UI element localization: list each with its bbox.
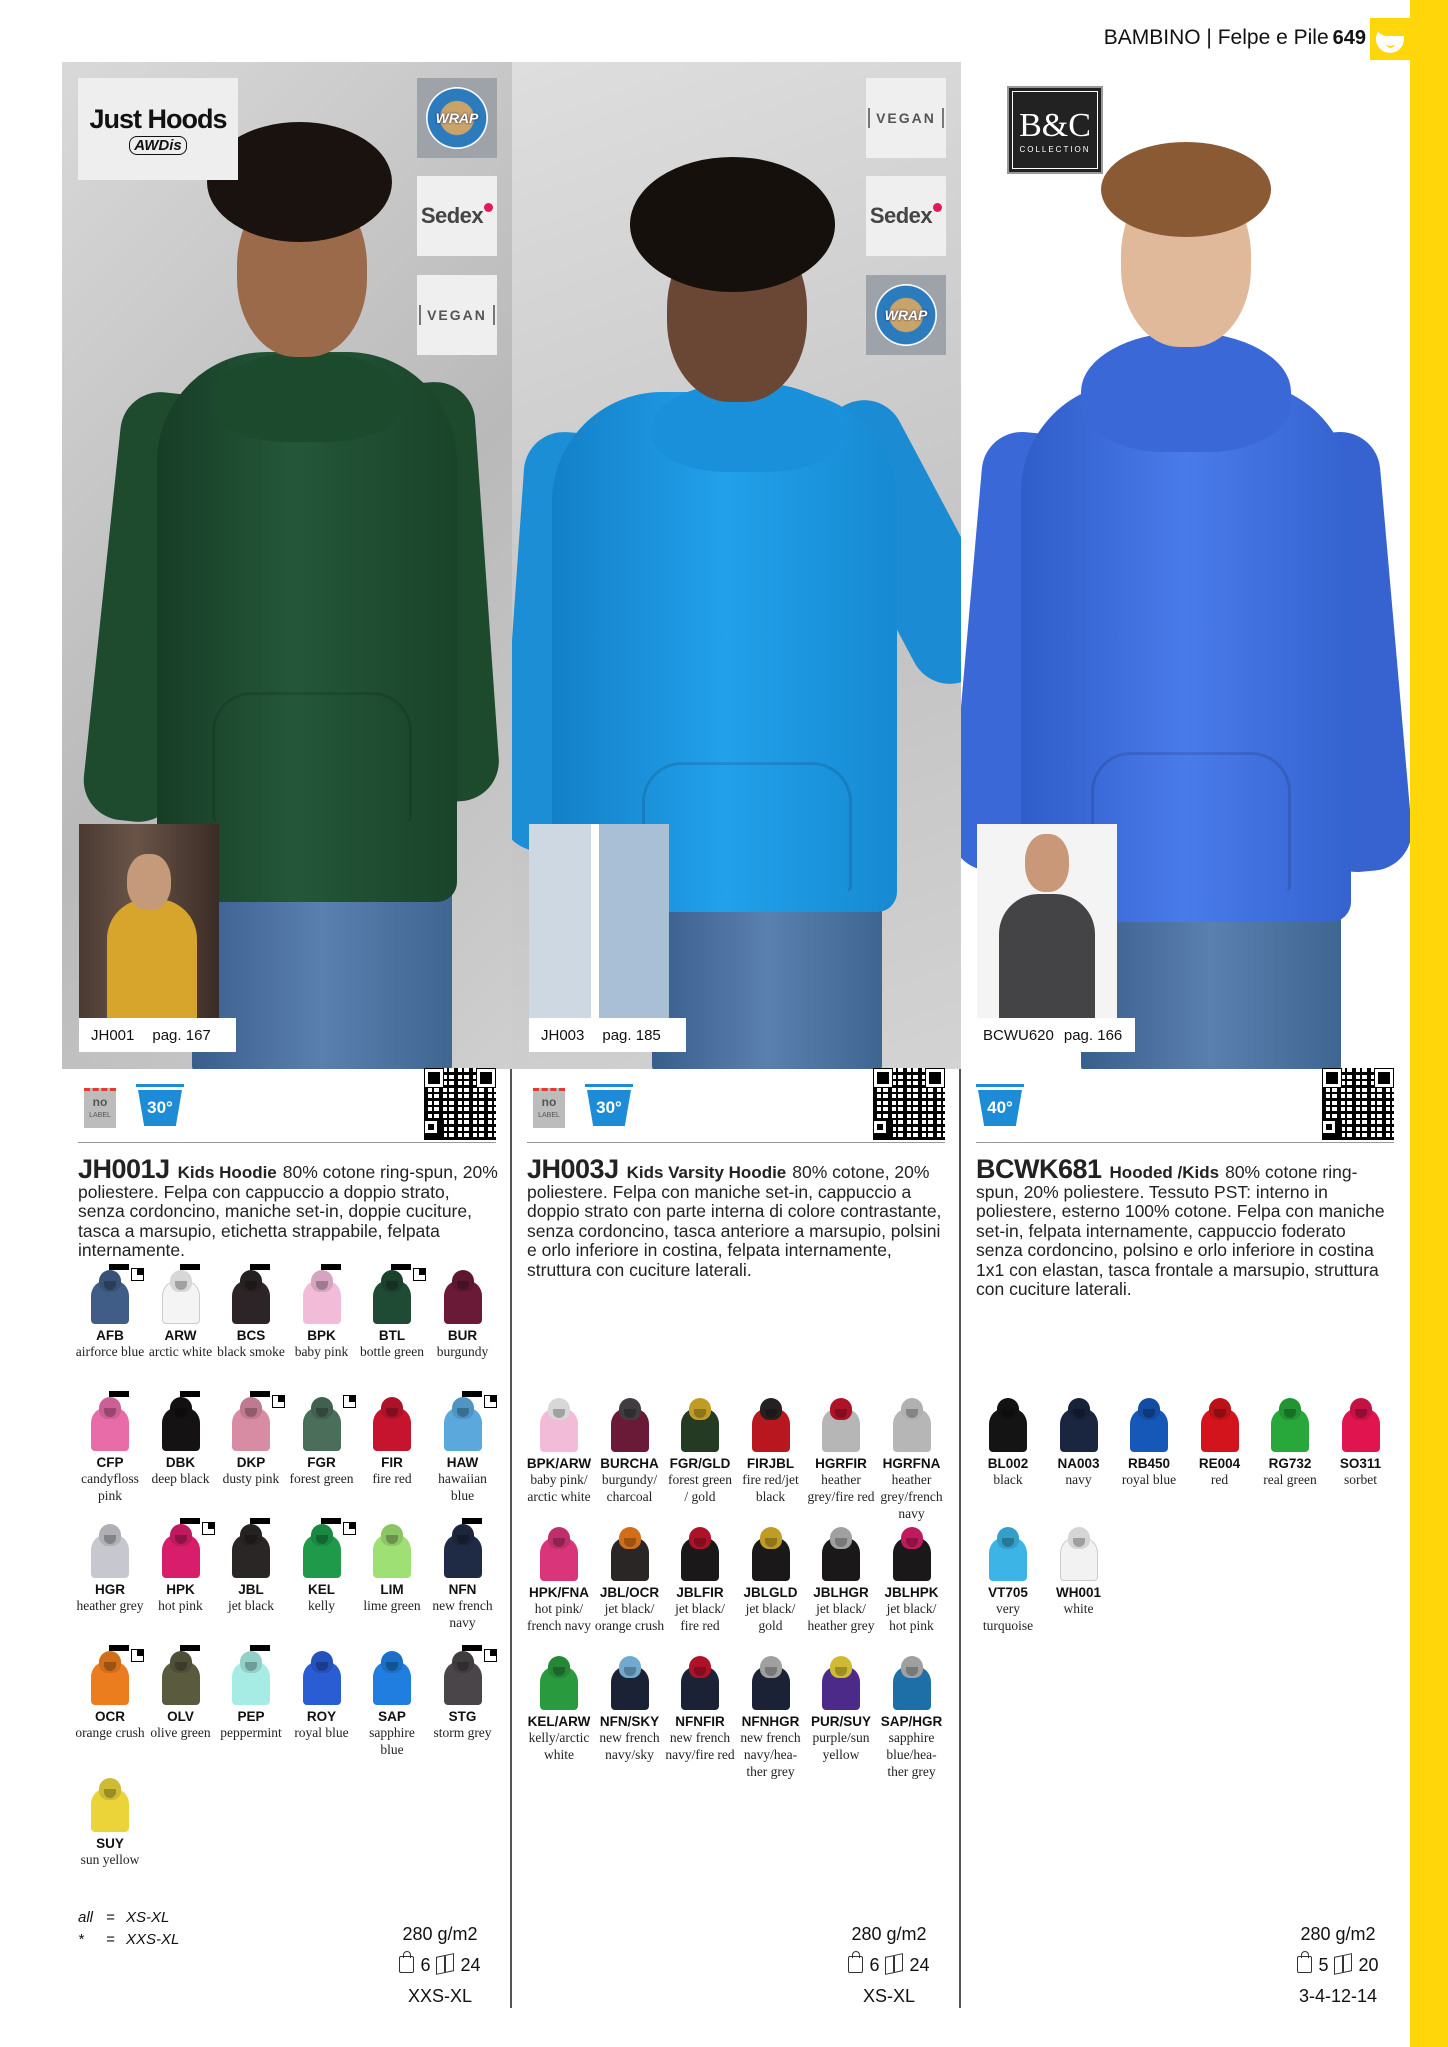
qr-code[interactable] xyxy=(424,1068,496,1140)
color-swatch[interactable] xyxy=(146,1270,216,1360)
swatch-code: BPK/ARW xyxy=(526,1456,592,1471)
swatch-color-name: olive green xyxy=(150,1725,211,1740)
swatch-code: SO311 xyxy=(1339,1456,1382,1471)
swatch-code: PEP xyxy=(237,1709,265,1724)
swatch-code: NA003 xyxy=(1057,1456,1100,1471)
swatch-color-name: sapphire blue/hea- ther grey xyxy=(886,1730,937,1779)
color-swatch[interactable] xyxy=(287,1524,357,1614)
swatch-code: STG xyxy=(448,1709,477,1724)
swatch-code: HPK/FNA xyxy=(529,1585,589,1600)
swatch-color-name: heather grey/fire red xyxy=(807,1472,875,1504)
no-label-icon: no LABEL xyxy=(533,1088,565,1128)
qr-code[interactable] xyxy=(1322,1068,1394,1140)
sedex-logo: Sedex xyxy=(866,176,946,256)
size-range: 3-4-12-14 xyxy=(1298,1986,1378,2006)
color-swatch[interactable] xyxy=(736,1398,806,1505)
swatch-color-name: jet black xyxy=(227,1598,275,1613)
swatch-code: RE004 xyxy=(1198,1456,1241,1471)
color-swatch[interactable] xyxy=(1044,1398,1114,1488)
swatch-code: WH001 xyxy=(1055,1585,1101,1600)
hoodie-swatch-icon xyxy=(158,1397,204,1451)
hoodie-swatch-icon xyxy=(607,1398,653,1452)
wrap-certification-icon: WRAP xyxy=(417,78,497,158)
hoodie-swatch-icon xyxy=(158,1524,204,1578)
marker-icon xyxy=(321,1264,341,1270)
vegan-certification-icon: VEGAN xyxy=(866,78,946,158)
hoodie-swatch-icon xyxy=(228,1270,274,1324)
swatch-code: SAP xyxy=(378,1709,406,1724)
swatch-code: ARW xyxy=(164,1328,197,1343)
color-swatch[interactable] xyxy=(428,1397,498,1504)
size-marker-icon xyxy=(131,1649,144,1662)
hoodie-swatch-icon xyxy=(985,1398,1031,1452)
hoodie-swatch-icon xyxy=(369,1651,415,1705)
marker-icon xyxy=(109,1391,129,1397)
marker-icon xyxy=(180,1391,200,1397)
swatch-color-name: jet black/ fire red xyxy=(675,1601,725,1633)
size-marker-icon xyxy=(131,1268,144,1281)
hoodie-swatch-icon xyxy=(889,1527,935,1581)
color-swatch[interactable] xyxy=(428,1270,498,1360)
swatch-color-name: sorbet xyxy=(1344,1472,1377,1487)
section-rule xyxy=(976,1142,1394,1143)
hoodie-swatch-icon xyxy=(536,1398,582,1452)
color-swatch[interactable] xyxy=(1326,1398,1396,1488)
hoodie-swatch-icon xyxy=(87,1397,133,1451)
hoodie-swatch-icon xyxy=(369,1524,415,1578)
color-swatch[interactable] xyxy=(973,1398,1043,1488)
hoodie-swatch-icon xyxy=(818,1656,864,1710)
color-swatch[interactable] xyxy=(736,1527,806,1634)
color-swatch[interactable] xyxy=(1044,1527,1114,1617)
page-number: 649 xyxy=(1332,27,1366,49)
swatch-code: DKP xyxy=(236,1455,266,1470)
swatch-code: BL002 xyxy=(987,1456,1029,1471)
hoodie-swatch-icon xyxy=(299,1397,345,1451)
vegan-certification-icon: VEGAN xyxy=(417,275,497,355)
swatch-code: OCR xyxy=(95,1709,125,1724)
swatch-color-name: white xyxy=(1063,1601,1094,1616)
swatch-color-name: fire red xyxy=(372,1471,412,1486)
inset-photo-jh003 xyxy=(529,824,669,1029)
swatch-color-name: arctic white xyxy=(148,1344,213,1359)
bag-icon xyxy=(848,1956,863,1973)
hoodie-swatch-icon xyxy=(889,1398,935,1452)
color-swatch[interactable] xyxy=(428,1651,498,1741)
swatch-color-name: lime green xyxy=(363,1598,421,1613)
swatch-color-name: fire red/jet black xyxy=(742,1472,799,1504)
color-swatch[interactable] xyxy=(287,1651,357,1741)
box-icon xyxy=(1334,1953,1352,1975)
swatch-code: BCS xyxy=(236,1328,266,1343)
swatch-code: HAW xyxy=(446,1455,479,1470)
marker-icon xyxy=(321,1518,341,1524)
color-swatch[interactable] xyxy=(75,1397,145,1504)
hoodie-swatch-icon xyxy=(677,1398,723,1452)
hoodie-swatch-icon xyxy=(87,1651,133,1705)
spec-block-jh003j: 280 g/m2 6 24 XS-XL xyxy=(814,1919,964,2012)
swatch-color-name: forest green xyxy=(289,1471,354,1486)
swatch-color-name: bottle green xyxy=(359,1344,425,1359)
color-swatch[interactable] xyxy=(75,1778,145,1868)
color-swatch[interactable] xyxy=(806,1398,876,1505)
swatch-color-name: baby pink xyxy=(294,1344,349,1359)
swatch-color-name: new french navy/hea- ther grey xyxy=(740,1730,801,1779)
swatch-color-name: storm grey xyxy=(433,1725,492,1740)
spec-block-bcwk681: 280 g/m2 5 20 3-4-12-14 xyxy=(1263,1919,1413,2012)
color-swatch[interactable] xyxy=(216,1651,286,1741)
color-swatch[interactable] xyxy=(357,1270,427,1360)
color-swatch[interactable] xyxy=(357,1651,427,1758)
hoodie-swatch-icon xyxy=(440,1524,486,1578)
inset-caption-jh003: JH003 pag. 185 xyxy=(529,1018,686,1052)
color-swatch[interactable] xyxy=(1255,1398,1325,1488)
swatch-code: BTL xyxy=(378,1328,406,1343)
color-swatch[interactable] xyxy=(75,1524,145,1614)
swatch-code: HGRFNA xyxy=(882,1456,941,1471)
hoodie-swatch-icon xyxy=(87,1270,133,1324)
color-swatch[interactable] xyxy=(524,1527,594,1634)
swatch-code: HGR xyxy=(95,1582,125,1597)
color-swatch[interactable] xyxy=(428,1524,498,1631)
hoodie-swatch-icon xyxy=(1338,1398,1384,1452)
swatch-color-name: orange crush xyxy=(75,1725,145,1740)
swatch-color-name: real green xyxy=(1263,1472,1317,1487)
section-rule xyxy=(527,1142,945,1143)
hoodie-swatch-icon xyxy=(158,1270,204,1324)
wash-40-icon: 40° xyxy=(976,1080,1024,1128)
hoodie-swatch-icon xyxy=(369,1397,415,1451)
sedex-logo: Sedex xyxy=(417,176,497,256)
size-marker-icon xyxy=(484,1395,497,1408)
kid-face-icon xyxy=(1370,18,1410,60)
size-marker-icon xyxy=(343,1522,356,1535)
swatch-code: JBL/OCR xyxy=(599,1585,660,1600)
hoodie-swatch-icon xyxy=(1126,1398,1172,1452)
hoodie-swatch-icon xyxy=(1056,1527,1102,1581)
color-swatch[interactable] xyxy=(75,1651,145,1741)
color-swatch[interactable] xyxy=(357,1524,427,1614)
swatch-code: KEL/ARW xyxy=(527,1714,591,1729)
color-swatch[interactable] xyxy=(357,1397,427,1487)
color-swatch[interactable] xyxy=(665,1656,735,1763)
fabric-weight: 280 g/m2 xyxy=(851,1924,927,1944)
swatch-code: JBLHPK xyxy=(884,1585,939,1600)
wrap-certification-icon: WRAP xyxy=(866,275,946,355)
hoodie-swatch-icon xyxy=(818,1527,864,1581)
swatch-code: FIRJBL xyxy=(746,1456,795,1471)
swatch-color-name: peppermint xyxy=(220,1725,282,1740)
color-swatch[interactable] xyxy=(287,1270,357,1360)
color-swatch[interactable] xyxy=(736,1656,806,1780)
marker-icon xyxy=(250,1264,270,1270)
marker-icon xyxy=(250,1391,270,1397)
color-swatch[interactable] xyxy=(595,1656,665,1763)
swatch-code: BUR xyxy=(447,1328,478,1343)
swatch-code: NFN/SKY xyxy=(599,1714,660,1729)
swatch-color-name: new french navy/fire red xyxy=(665,1730,735,1762)
hoodie-swatch-icon xyxy=(536,1656,582,1710)
swatch-code: FGR xyxy=(307,1455,336,1470)
hoodie-swatch-icon xyxy=(607,1527,653,1581)
size-range: XS-XL xyxy=(862,1986,916,2006)
qr-code[interactable] xyxy=(873,1068,945,1140)
wash-30-icon: 30° xyxy=(136,1080,184,1128)
swatch-color-name: baby pink/ arctic white xyxy=(527,1472,591,1504)
color-swatch[interactable] xyxy=(806,1656,876,1763)
yellow-side-band xyxy=(1410,0,1448,2047)
swatch-code: BURCHA xyxy=(600,1456,659,1471)
marker-icon xyxy=(250,1518,270,1524)
color-swatch[interactable] xyxy=(216,1270,286,1360)
swatch-color-name: jet black/ heather grey xyxy=(807,1601,875,1633)
section-title: BAMBINO | Felpe e Pile xyxy=(1103,26,1329,49)
hoodie-swatch-icon xyxy=(1056,1398,1102,1452)
color-swatch[interactable] xyxy=(524,1398,594,1505)
color-swatch[interactable] xyxy=(146,1524,216,1614)
marker-icon xyxy=(180,1645,200,1651)
color-swatch[interactable] xyxy=(146,1397,216,1487)
marker-icon xyxy=(462,1645,482,1651)
swatch-code: SUY xyxy=(96,1836,124,1851)
hoodie-swatch-icon xyxy=(536,1527,582,1581)
swatch-color-name: sun yellow xyxy=(80,1852,140,1867)
swatch-color-name: navy xyxy=(1065,1472,1092,1487)
swatch-color-name: kelly xyxy=(308,1598,335,1613)
swatch-color-name: heather grey xyxy=(76,1598,144,1613)
color-swatch[interactable] xyxy=(665,1398,735,1505)
swatch-code: RG732 xyxy=(1268,1456,1312,1471)
swatch-color-name: burgundy/ charcoal xyxy=(601,1472,658,1504)
swatch-color-name: red xyxy=(1210,1472,1229,1487)
hoodie-swatch-icon xyxy=(677,1527,723,1581)
swatch-code: KEL xyxy=(308,1582,335,1597)
swatch-code: FIR xyxy=(381,1455,403,1470)
box-icon xyxy=(885,1953,903,1975)
swatch-code: AFB xyxy=(96,1328,124,1343)
hoodie-swatch-icon xyxy=(818,1398,864,1452)
product-description-bcwk681: BCWK681 Hooded /Kids 80% cotone ring-spun, 20% poliestere. Tessuto PST: interno in poliestere, esterno 100% cotone. Felpa con maniche set-in, felpata internamente, cappuccio foderato senza cordoncino, polsino e orlo inferiore in costina 1x1 con elastan, tasca frontale a marsupio, struttura con cuciture laterali. xyxy=(976,1154,1385,1299)
swatch-code: JBLFIR xyxy=(676,1585,724,1600)
color-swatch[interactable] xyxy=(877,1656,947,1780)
swatch-code: SAP/HGR xyxy=(880,1714,943,1729)
swatch-code: NFNFIR xyxy=(675,1714,725,1729)
color-swatch[interactable] xyxy=(216,1524,286,1614)
swatch-color-name: black xyxy=(993,1472,1023,1487)
swatch-color-name: royal blue xyxy=(294,1725,349,1740)
page-header xyxy=(1104,26,1366,50)
size-marker-icon xyxy=(272,1395,285,1408)
box-icon xyxy=(436,1953,454,1975)
hoodie-swatch-icon xyxy=(440,1397,486,1451)
product-photo-bcwk681 xyxy=(961,62,1410,1069)
swatch-code: JBL xyxy=(238,1582,264,1597)
swatch-color-name: airforce blue xyxy=(75,1344,145,1359)
product-photo-jh003j xyxy=(512,62,961,1069)
swatch-code: HPK xyxy=(166,1582,195,1597)
swatch-code: HGRFIR xyxy=(815,1456,867,1471)
size-marker-icon xyxy=(343,1395,356,1408)
color-swatch[interactable] xyxy=(216,1397,286,1487)
product-photo-jh001j xyxy=(62,62,512,1069)
swatch-code: VT705 xyxy=(988,1585,1028,1600)
marker-icon xyxy=(462,1391,482,1397)
inset-photo-jh001 xyxy=(79,824,219,1029)
color-swatch[interactable] xyxy=(595,1527,665,1634)
hoodie-swatch-icon xyxy=(607,1656,653,1710)
hoodie-swatch-icon xyxy=(158,1651,204,1705)
marker-icon xyxy=(180,1264,200,1270)
hoodie-swatch-icon xyxy=(677,1656,723,1710)
hoodie-swatch-icon xyxy=(440,1651,486,1705)
color-swatch[interactable] xyxy=(973,1527,1043,1634)
swatch-code: DBK xyxy=(165,1455,196,1470)
marker-icon xyxy=(180,1518,200,1524)
fabric-weight: 280 g/m2 xyxy=(402,1924,478,1944)
column-divider xyxy=(510,1069,512,2008)
bag-icon xyxy=(1297,1956,1312,1973)
color-swatch[interactable] xyxy=(524,1656,594,1763)
swatch-color-name: jet black/ hot pink xyxy=(886,1601,937,1633)
hoodie-swatch-icon xyxy=(1197,1398,1243,1452)
swatch-color-name: very turquoise xyxy=(982,1601,1034,1633)
color-swatch[interactable] xyxy=(146,1651,216,1741)
swatch-color-name: royal blue xyxy=(1121,1472,1177,1487)
marker-icon xyxy=(109,1264,129,1270)
swatch-color-name: black smoke xyxy=(217,1344,285,1359)
marker-icon xyxy=(250,1645,270,1651)
bag-icon xyxy=(399,1956,414,1973)
swatch-code: NFNHGR xyxy=(741,1714,800,1729)
hoodie-swatch-icon xyxy=(299,1524,345,1578)
hoodie-swatch-icon xyxy=(228,1651,274,1705)
section-rule xyxy=(78,1142,496,1143)
inset-caption-jh001: JH001 pag. 167 xyxy=(79,1018,236,1052)
size-marker-icon xyxy=(202,1522,215,1535)
color-swatch[interactable] xyxy=(287,1397,357,1487)
swatch-code: CFP xyxy=(96,1455,124,1470)
color-swatch[interactable] xyxy=(877,1527,947,1634)
color-swatch[interactable] xyxy=(877,1398,947,1522)
size-marker-icon xyxy=(413,1268,426,1281)
wash-30-icon: 30° xyxy=(585,1080,633,1128)
marker-icon xyxy=(109,1645,129,1651)
swatch-color-name: sapphire blue xyxy=(369,1725,415,1757)
size-marker-icon xyxy=(484,1649,497,1662)
hoodie-swatch-icon xyxy=(299,1270,345,1324)
product-description-jh001j: JH001J Kids Hoodie 80% cotone ring-spun, 20% poliestere. Felpa con cappuccio a doppio strato, senza cordoncino, maniche set-in, doppie cuciture, tasca a marsupio, etichetta strappabile, felpata internamente. xyxy=(78,1154,498,1260)
swatch-code: PUR/SUY xyxy=(810,1714,871,1729)
swatch-color-name: dusty pink xyxy=(222,1471,280,1486)
product-description-jh003j: JH003J Kids Varsity Hoodie 80% cotone, 20% poliestere. Felpa con maniche set-in, cappuccio a doppio strato con parte interna di colore contrastante, senza cordoncino, tasca anteriore a marsupio, polsini e orlo inferiore in costina, felpata internamente, struttura con cuciture laterali. xyxy=(527,1154,942,1280)
column-divider xyxy=(959,1069,961,2008)
swatch-code: OLV xyxy=(167,1709,194,1724)
color-swatch[interactable] xyxy=(595,1398,665,1505)
spec-block-jh001j: 280 g/m2 6 24 XXS-XL xyxy=(365,1919,515,2012)
swatch-color-name: new french navy/sky xyxy=(599,1730,660,1762)
swatch-color-name: kelly/arctic white xyxy=(528,1730,590,1762)
swatch-code: BPK xyxy=(307,1328,336,1343)
swatch-color-name: heather grey/french navy xyxy=(880,1472,943,1521)
inset-photo-bcwu620 xyxy=(977,824,1117,1029)
hoodie-swatch-icon xyxy=(299,1651,345,1705)
swatch-color-name: hot pink xyxy=(158,1598,203,1613)
hoodie-swatch-icon xyxy=(228,1524,274,1578)
color-swatch[interactable] xyxy=(75,1270,145,1360)
hoodie-swatch-icon xyxy=(87,1524,133,1578)
swatch-color-name: hot pink/ french navy xyxy=(526,1601,592,1633)
swatch-code: ROY xyxy=(306,1709,337,1724)
hoodie-swatch-icon xyxy=(985,1527,1031,1581)
hoodie-swatch-icon xyxy=(748,1527,794,1581)
swatch-code: JBLGLD xyxy=(743,1585,798,1600)
hoodie-swatch-icon xyxy=(1267,1398,1313,1452)
swatch-code: FGR/GLD xyxy=(669,1456,731,1471)
swatch-color-name: forest green / gold xyxy=(667,1472,733,1504)
hoodie-swatch-icon xyxy=(87,1778,133,1832)
hoodie-swatch-icon xyxy=(369,1270,415,1324)
inset-caption-bcwu620: BCWU620 pag. 166 xyxy=(977,1018,1135,1052)
hoodie-swatch-icon xyxy=(748,1656,794,1710)
bc-collection-logo: B&C COLLECTION xyxy=(1007,86,1103,174)
swatch-code: LIM xyxy=(380,1582,404,1597)
hoodie-swatch-icon xyxy=(440,1270,486,1324)
swatch-code: RB450 xyxy=(1127,1456,1171,1471)
just-hoods-logo: Just Hoods AWDis xyxy=(78,78,238,180)
color-swatch[interactable] xyxy=(665,1527,735,1634)
swatch-color-name: deep black xyxy=(151,1471,210,1486)
swatch-color-name: candyfloss pink xyxy=(81,1471,139,1503)
swatch-code: NFN xyxy=(448,1582,477,1597)
size-legend: all = XS-XL * = XXS-XL xyxy=(78,1909,180,1948)
hoodie-swatch-icon xyxy=(228,1397,274,1451)
hoodie-swatch-icon xyxy=(748,1398,794,1452)
size-range: XXS-XL xyxy=(407,1986,473,2006)
swatch-color-name: jet black/ gold xyxy=(745,1601,796,1633)
swatch-code: JBLHGR xyxy=(813,1585,869,1600)
swatch-color-name: purple/sun yellow xyxy=(812,1730,870,1762)
color-swatch[interactable] xyxy=(1185,1398,1255,1488)
color-swatch[interactable] xyxy=(806,1527,876,1634)
swatch-color-name: jet black/ orange crush xyxy=(594,1601,665,1633)
marker-icon xyxy=(462,1518,482,1524)
no-label-icon: no LABEL xyxy=(84,1088,116,1128)
color-swatch[interactable] xyxy=(1114,1398,1184,1488)
hoodie-swatch-icon xyxy=(889,1656,935,1710)
fabric-weight: 280 g/m2 xyxy=(1300,1924,1376,1944)
swatch-color-name: burgundy xyxy=(436,1344,489,1359)
swatch-color-name: hawaiian blue xyxy=(438,1471,487,1503)
swatch-color-name: new french navy xyxy=(432,1598,493,1630)
marker-icon xyxy=(391,1264,411,1270)
